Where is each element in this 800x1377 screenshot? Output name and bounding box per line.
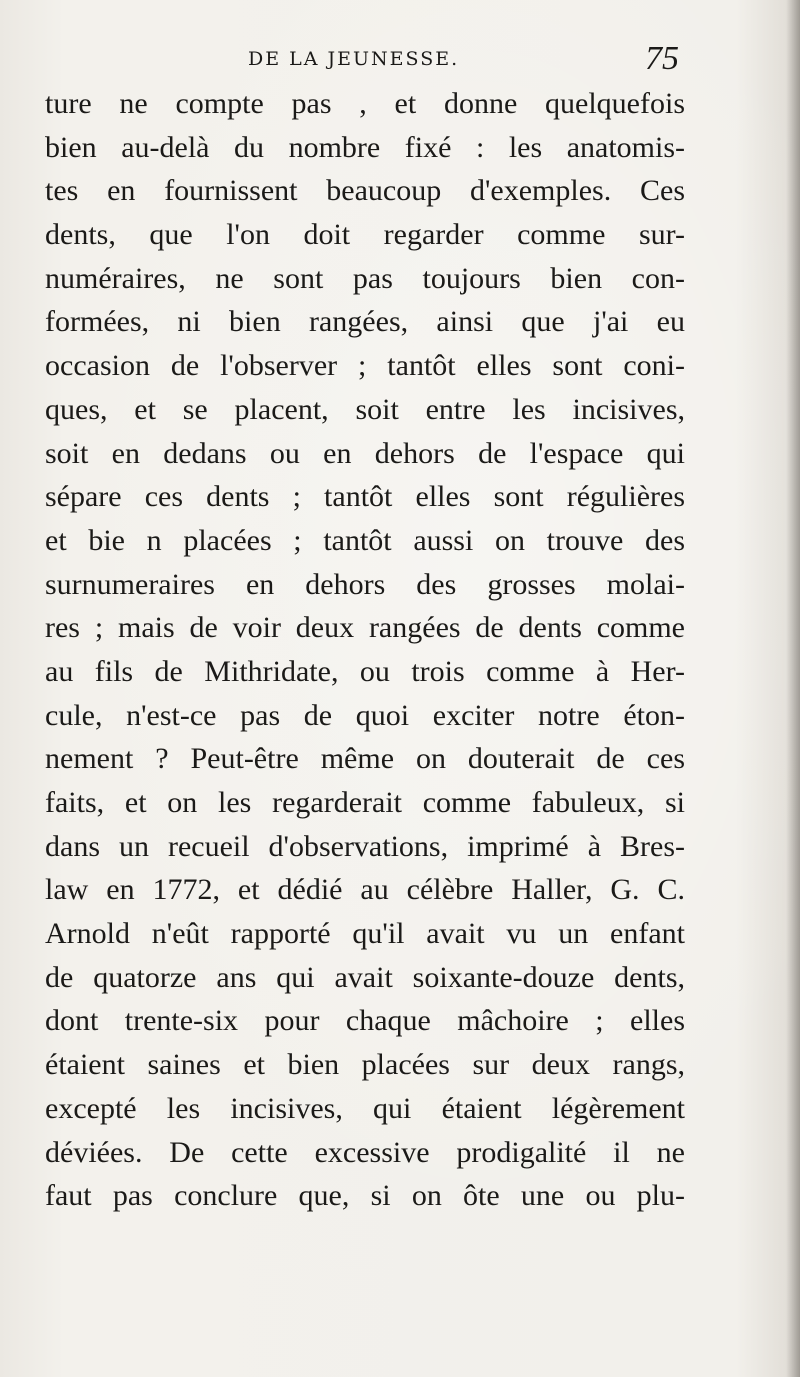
text-line: law en 1772, et dédié au célèbre Haller, G. C. [45, 873, 685, 907]
text-line: formées, ni bien rangées, ainsi que j'ai eu [45, 305, 685, 339]
text-line: déviées. De cette excessive prodigalité il ne [45, 1135, 685, 1169]
page-number: 75 [645, 40, 679, 77]
text-line: Arnold n'eût rapporté qu'il avait vu un enfant [45, 917, 685, 951]
text-line: dans un recueil d'observations, imprimé à Bres- [45, 829, 685, 863]
text-line: occasion de l'observer ; tantôt elles sont coni- [45, 349, 685, 383]
text-line: sépare ces dents ; tantôt elles sont régulières [45, 480, 685, 514]
text-line: tes en fournissent beaucoup d'exemples. Ces [45, 174, 685, 208]
page-header [0, 40, 800, 80]
text-line: dents, que l'on doit regarder comme sur- [45, 218, 685, 252]
running-title: DE LA JEUNESSE. [248, 48, 460, 70]
text-line: faits, et on les regarderait comme fabuleux, si [45, 786, 685, 819]
text-line: et bie n placées ; tantôt aussi on trouve des [45, 523, 685, 557]
text-line: excepté les incisives, qui étaient légèrement [45, 1091, 685, 1125]
text-line: res ; mais de voir deux rangées de dents comme [45, 611, 685, 645]
page-edge-shadow [786, 0, 800, 1377]
text-line: ture ne compte pas , et donne quelquefois [45, 87, 685, 120]
body-text [45, 82, 685, 1218]
text-line: dont trente-six pour chaque mâchoire ; elles [45, 1004, 685, 1038]
text-line: faut pas conclure que, si on ôte une ou plu- [45, 1179, 685, 1213]
text-line: étaient saines et bien placées sur deux rangs, [45, 1048, 685, 1082]
text-line: bien au-delà du nombre fixé : les anatomis- [45, 130, 685, 164]
text-line: ques, et se placent, soit entre les incisives, [45, 392, 685, 426]
text-line: soit en dedans ou en dehors de l'espace qui [45, 436, 685, 470]
text-line: cule, n'est-ce pas de quoi exciter notre éton- [45, 698, 685, 732]
text-line: numéraires, ne sont pas toujours bien con- [45, 261, 685, 295]
text-line: au fils de Mithridate, ou trois comme à Her- [45, 654, 685, 688]
text-line: surnumeraires en dehors des grosses molai- [45, 567, 685, 601]
text-line: de quatorze ans qui avait soixante-douze dents, [45, 960, 685, 994]
text-line: nement ? Peut-être même on douterait de ces [45, 742, 685, 776]
